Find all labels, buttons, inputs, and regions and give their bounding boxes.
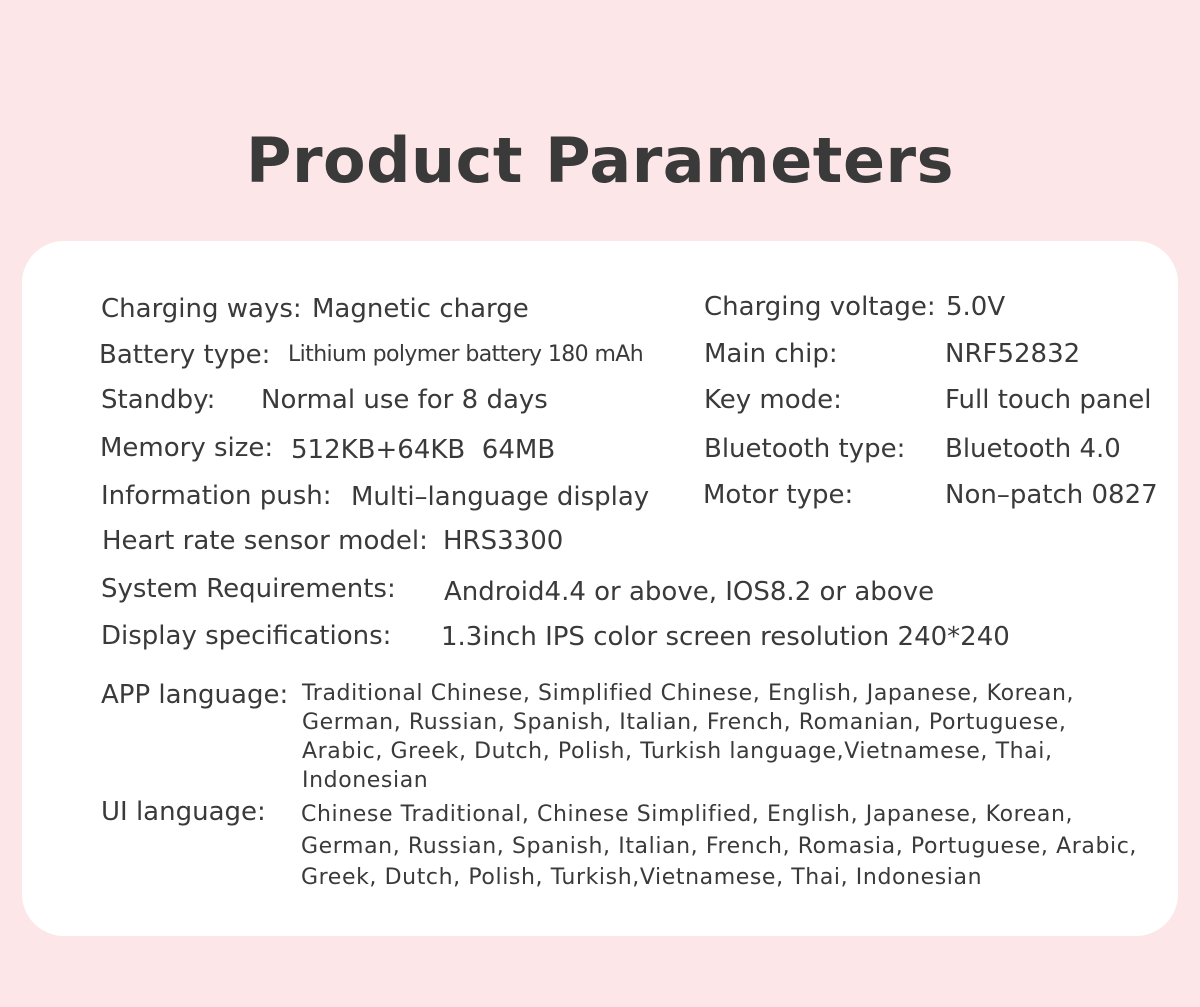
information-push-label: Information push: [101, 481, 332, 511]
charging-ways-label: Charging ways: [101, 294, 302, 324]
page-title: Product Parameters [246, 124, 954, 197]
motor-type-label: Motor type: [703, 480, 854, 510]
charging-voltage-value: 5.0V [946, 292, 1006, 322]
memory-size-label: Memory size: [100, 433, 274, 463]
standby-label: Standby: [101, 385, 216, 415]
app-language-value: Traditional Chinese, Simplified Chinese, English, Japanese, Korean, German, Russian, Spanish, Italian, French, Romanian, Portuguese, Arabic, Greek, Dutch, Polish, Turkish language,Vietnamese, Thai, Indonesian [302, 681, 1075, 793]
information-push-value: Multi–language display [351, 482, 650, 512]
system-requirements-label: System Requirements: [101, 574, 396, 604]
key-mode-value: Full touch panel [945, 385, 1152, 415]
standby-value: Normal use for 8 days [261, 385, 548, 415]
battery-type-value: Lithium polymer battery 180 mAh [288, 342, 644, 367]
ui-language-value: Chinese Traditional, Chinese Simplified, English, Japanese, Korean, German, Russian, Spanish, Italian, French, Romasia, Portuguese, Arabic, Greek, Dutch, Polish, Turkish,Vietnamese, Thai, Indonesian [301, 802, 1138, 890]
heart-rate-sensor-label: Heart rate sensor model: [102, 526, 428, 556]
display-specifications-label: Display specifications: [101, 621, 392, 651]
key-mode-label: Key mode: [704, 385, 842, 415]
heart-rate-sensor-value: HRS3300 [443, 526, 564, 556]
main-chip-value: NRF52832 [945, 339, 1081, 369]
system-requirements-value: Android4.4 or above, IOS8.2 or above [444, 577, 935, 607]
bluetooth-type-value: Bluetooth 4.0 [945, 434, 1121, 464]
charging-voltage-label: Charging voltage: [704, 292, 936, 322]
charging-ways-value: Magnetic charge [312, 294, 529, 324]
app-language-label: APP language: [101, 680, 289, 710]
battery-type-label: Battery type: [99, 340, 271, 370]
memory-size-value: 512KB+64KB 64MB [291, 435, 556, 465]
bluetooth-type-label: Bluetooth type: [704, 434, 906, 464]
main-chip-label: Main chip: [704, 339, 838, 369]
ui-language-label: UI language: [101, 797, 266, 827]
display-specifications-value: 1.3inch IPS color screen resolution 240*240 [441, 622, 1010, 652]
motor-type-value: Non–patch 0827 [945, 480, 1158, 510]
